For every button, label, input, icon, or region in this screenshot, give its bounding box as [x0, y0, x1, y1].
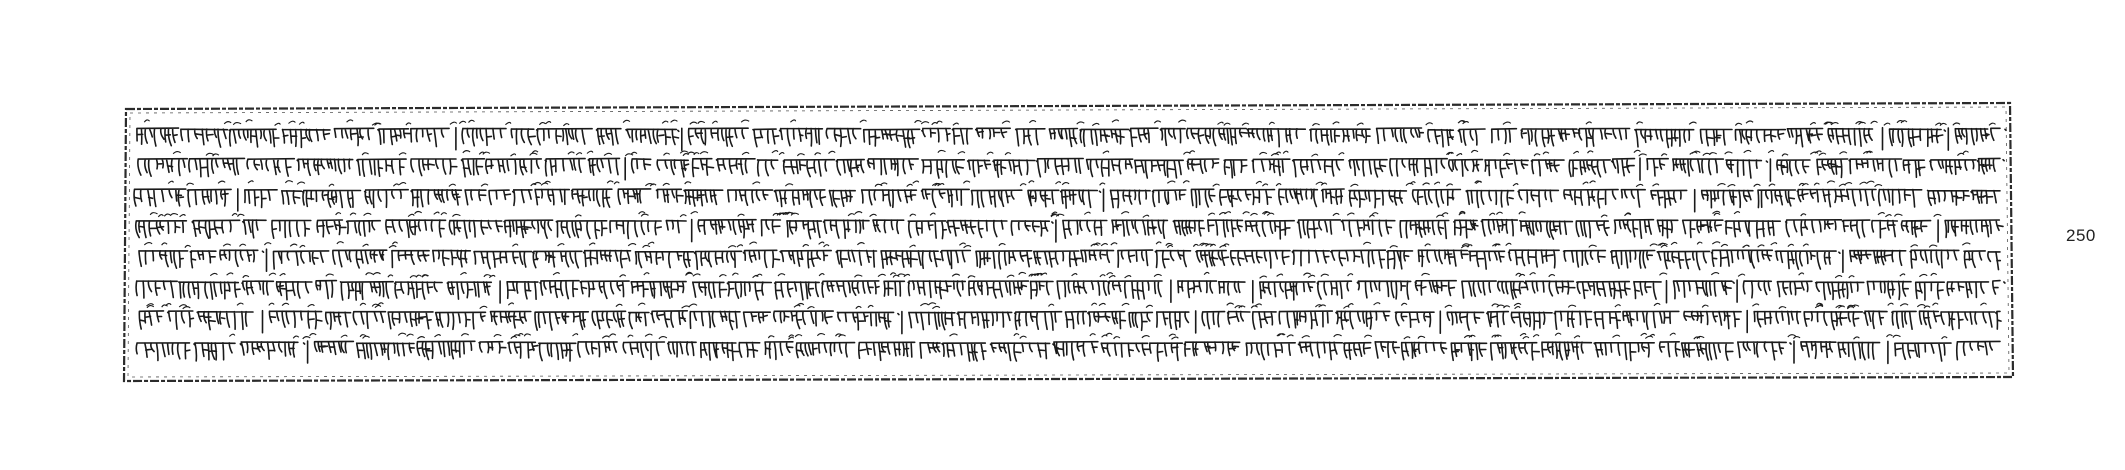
text-line: [138, 150, 2004, 181]
text-line: [136, 211, 2003, 242]
text-line-ink: [139, 311, 2001, 334]
vowel-marks: [173, 150, 1968, 156]
tibetan-text-block: [134, 120, 2006, 364]
text-line: [139, 303, 2001, 334]
vowel-marks: [210, 272, 1936, 278]
vowel-marks: [150, 211, 1941, 217]
vowel-marks: [144, 120, 1995, 126]
text-line: [136, 333, 2000, 363]
folio-frame: [124, 103, 2013, 381]
text-line-ink: [136, 280, 2005, 303]
text-line-ink: [136, 220, 2003, 242]
text-line: [137, 120, 2006, 150]
page-number: 250: [2066, 226, 2096, 245]
vowel-marks: [147, 303, 1987, 309]
text-line: [139, 242, 2000, 272]
vowel-marks: [168, 181, 1882, 187]
text-line-ink: [134, 189, 2000, 212]
text-line: [136, 272, 2005, 303]
text-line-ink: [138, 158, 2004, 181]
text-line-ink: [137, 128, 2006, 151]
tibetan-manuscript-folio: [120, 95, 2030, 385]
vowel-marks: [229, 333, 1947, 339]
text-line-ink: [136, 341, 2000, 363]
text-line: [134, 181, 2000, 212]
folio-frame-inner: [128, 107, 2009, 377]
vowel-marks: [144, 242, 1970, 248]
manuscript-scan-image: [120, 95, 2030, 385]
text-line-ink: [139, 249, 2000, 272]
